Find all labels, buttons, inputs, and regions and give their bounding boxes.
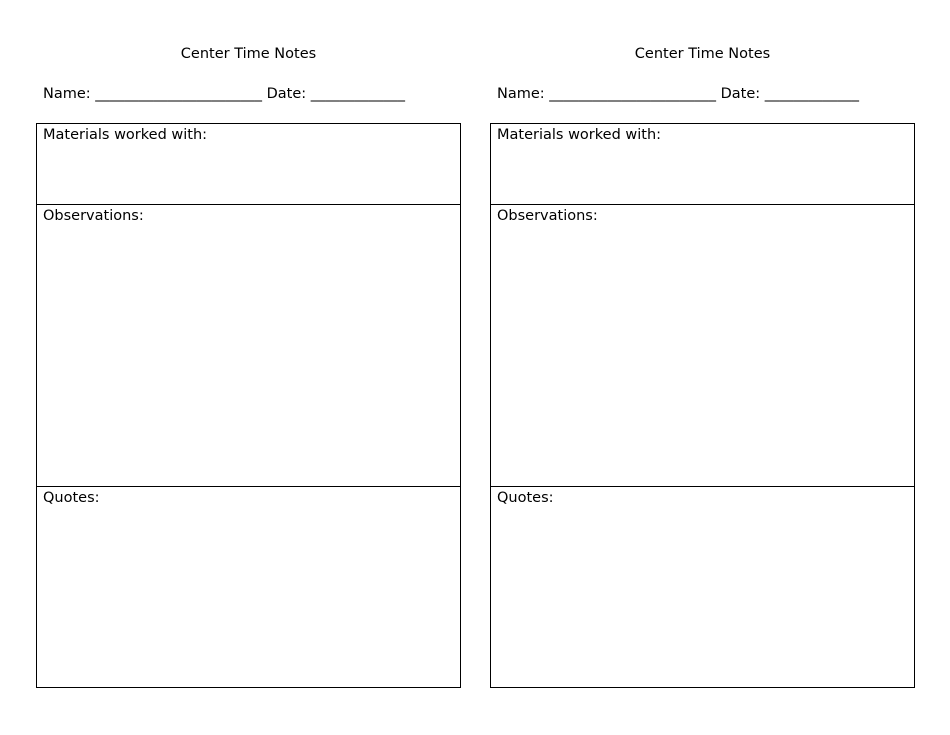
materials-label: Materials worked with: [43,127,208,143]
observations-section [491,205,914,487]
name-date-line: Name: _______________________ Date: _____________ [43,86,406,102]
observations-section [37,205,460,487]
form-title: Center Time Notes [180,46,317,62]
form-title: Center Time Notes [634,46,771,62]
notes-box [36,123,461,688]
quotes-section [491,487,914,687]
quotes-label: Quotes: [497,490,554,506]
quotes-section [37,487,460,687]
materials-label: Materials worked with: [497,127,662,143]
observations-label: Observations: [43,208,144,224]
materials-section [491,124,914,205]
quotes-label: Quotes: [43,490,100,506]
materials-section [37,124,460,205]
notes-box [490,123,915,688]
name-date-line: Name: _______________________ Date: _____________ [497,86,860,102]
observations-label: Observations: [497,208,598,224]
